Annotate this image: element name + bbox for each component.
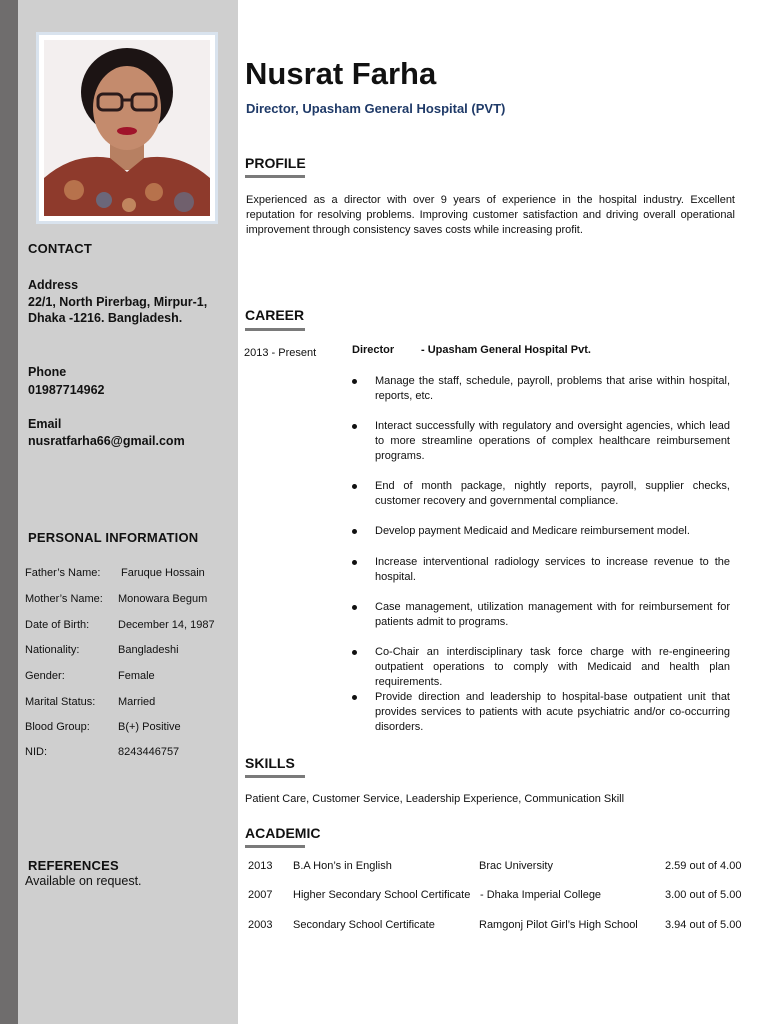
personal-info-label: Blood Group: <box>25 721 90 733</box>
personal-info-heading: PERSONAL INFORMATION <box>28 530 199 545</box>
personal-info-label: Father’s Name: <box>25 567 101 579</box>
academic-degree: Higher Secondary School Certificate <box>293 889 471 901</box>
personal-info-value: Female <box>118 670 155 682</box>
references-heading: REFERENCES <box>28 858 119 873</box>
academic-year: 2003 <box>248 919 273 931</box>
address-label: Address <box>28 278 79 292</box>
career-bullet: Co-Chair an interdisciplinary task force charge with re-engineering outpatient operations to comply with Medicaid and health plan requirements. <box>352 645 730 690</box>
personal-info-value: Faruque Hossain <box>121 567 205 579</box>
career-bullet: Provide direction and leadership to hospital-base outpatient unit that provides services to patients with acute psychiatric and/or co-occurring disorders. <box>352 690 730 735</box>
personal-info-value: December 14, 1987 <box>118 619 215 631</box>
bullet-icon <box>352 650 357 655</box>
academic-row <box>248 889 758 905</box>
personal-info-value: 8243446757 <box>118 746 180 758</box>
academic-heading: ACADEMIC <box>245 825 321 841</box>
academic-degree: Secondary School Certificate <box>293 919 435 931</box>
personal-info-label: NID: <box>25 746 47 758</box>
career-heading-underline <box>245 328 305 331</box>
skills-heading-underline <box>245 775 305 778</box>
personal-info-value: Monowara Begum <box>118 593 208 605</box>
skills-list: Patient Care, Customer Service, Leadership Experience, Communication Skill <box>245 793 625 805</box>
career-bullet: Interact successfully with regulatory and oversight agencies, which lead to more streamline operations of complex healthcare reimbursement programs. <box>352 419 730 464</box>
profile-heading-underline <box>245 175 305 178</box>
contact-heading: CONTACT <box>28 241 92 256</box>
profile-summary: Experienced as a director with over 9 years of experience in the hospital industry. Excellent reputation for resolving problems. Improving customer satisfaction and driving overall operational improvement through consistency saves costs while increasing profit. <box>246 194 735 236</box>
academic-row <box>248 919 758 935</box>
academic-institution: - Dhaka Imperial College <box>480 889 602 901</box>
profile-photo <box>44 40 210 216</box>
email-label: Email <box>28 417 62 431</box>
career-period: 2013 - Present <box>244 347 317 359</box>
academic-grade: 2.59 out of 4.00 <box>665 860 742 872</box>
academic-year: 2013 <box>248 860 273 872</box>
candidate-title: Director, Upasham General Hospital (PVT) <box>246 101 506 116</box>
address-line-1: 22/1, North Pirerbag, Mirpur-1, <box>28 295 208 309</box>
skills-heading: SKILLS <box>245 755 295 771</box>
career-organization: - Upasham General Hospital Pvt. <box>421 344 591 356</box>
career-bullet: Increase interventional radiology services to increase revenue to the hospital. <box>352 555 730 585</box>
personal-info-value: Bangladeshi <box>118 644 179 656</box>
bullet-icon <box>352 695 357 700</box>
candidate-name: Nusrat Farha <box>245 56 437 91</box>
career-bullet: Develop payment Medicaid and Medicare reimbursement model. <box>352 524 730 539</box>
academic-row <box>248 860 758 876</box>
personal-info-value: B(+) Positive <box>118 721 181 733</box>
personal-info-label: Gender: <box>25 670 65 682</box>
phone-label: Phone <box>28 365 67 379</box>
bullet-icon <box>352 529 357 534</box>
profile-heading: PROFILE <box>245 155 306 171</box>
bullet-icon <box>352 379 357 384</box>
bullet-icon <box>352 484 357 489</box>
personal-info-label: Nationality: <box>25 644 80 656</box>
profile-photo-frame <box>36 32 218 224</box>
personal-info-label: Date of Birth: <box>25 619 90 631</box>
bullet-icon <box>352 605 357 610</box>
academic-heading-underline <box>245 845 305 848</box>
career-bullet: Manage the staff, schedule, payroll, problems that arise within hospital, reports, etc. <box>352 374 730 404</box>
academic-institution: Brac University <box>479 860 553 872</box>
personal-info-label: Marital Status: <box>25 696 96 708</box>
bullet-icon <box>352 424 357 429</box>
personal-info-label: Mother’s Name: <box>25 593 103 605</box>
address-line-2: Dhaka -1216. Bangladesh. <box>28 311 183 325</box>
personal-info-value: Married <box>118 696 156 708</box>
academic-grade: 3.00 out of 5.00 <box>665 889 742 901</box>
academic-degree: B.A Hon’s in English <box>293 860 392 872</box>
email-value[interactable]: nusratfarha66@gmail.com <box>28 434 185 448</box>
phone-value: 01987714962 <box>28 383 105 397</box>
portrait-image <box>44 40 210 216</box>
career-bullet: End of month package, nightly reports, payroll, supplier checks, customer recovery and governmental compliance. <box>352 479 730 509</box>
academic-grade: 3.94 out of 5.00 <box>665 919 742 931</box>
academic-institution: Ramgonj Pilot Girl’s High School <box>479 919 638 931</box>
left-edge-strip <box>0 0 18 1024</box>
career-role: Director <box>352 344 395 356</box>
references-text: Available on request. <box>25 874 142 888</box>
career-bullet: Case management, utilization management with for reimbursement for patients admit to programs. <box>352 600 730 630</box>
career-heading: CAREER <box>245 307 305 323</box>
bullet-icon <box>352 560 357 565</box>
academic-year: 2007 <box>248 889 273 901</box>
